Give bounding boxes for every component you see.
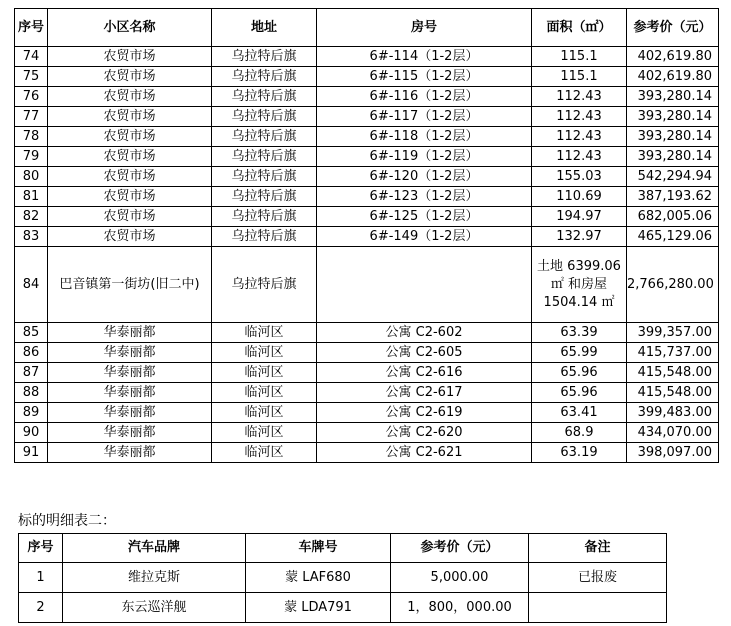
header-car-brand: 汽车品牌 bbox=[63, 534, 246, 563]
cell-price: 2,766,280.00 bbox=[627, 247, 719, 323]
cell-price: 465,129.06 bbox=[627, 227, 719, 247]
cell-seq: 87 bbox=[15, 363, 48, 383]
cell-community: 农贸市场 bbox=[48, 207, 212, 227]
cell-remark bbox=[529, 593, 667, 623]
cell-seq: 76 bbox=[15, 87, 48, 107]
cell-seq: 91 bbox=[15, 443, 48, 463]
cell-plate: 蒙 LDA791 bbox=[246, 593, 391, 623]
header-community: 小区名称 bbox=[48, 9, 212, 47]
cell-area: 112.43 bbox=[532, 87, 627, 107]
cell-community: 农贸市场 bbox=[48, 167, 212, 187]
cell-address: 临河区 bbox=[212, 443, 317, 463]
table-row bbox=[15, 423, 719, 443]
table-header-row bbox=[19, 534, 667, 563]
cell-community: 华泰丽都 bbox=[48, 363, 212, 383]
cell-address: 乌拉特后旗 bbox=[212, 207, 317, 227]
cell-seq: 78 bbox=[15, 127, 48, 147]
cell-area: 110.69 bbox=[532, 187, 627, 207]
cell-price: 399,357.00 bbox=[627, 323, 719, 343]
cell-address: 乌拉特后旗 bbox=[212, 227, 317, 247]
cell-area: 65.99 bbox=[532, 343, 627, 363]
table-row bbox=[15, 207, 719, 227]
cell-room: 公寓 C2-621 bbox=[317, 443, 532, 463]
cell-area: 土地 6399.06 ㎡ 和房屋 1504.14 ㎡ bbox=[532, 247, 627, 323]
table-row bbox=[15, 363, 719, 383]
cell-area: 65.96 bbox=[532, 383, 627, 403]
cell-address: 临河区 bbox=[212, 403, 317, 423]
cell-address: 乌拉特后旗 bbox=[212, 67, 317, 87]
cell-community: 农贸市场 bbox=[48, 187, 212, 207]
cell-price: 415,548.00 bbox=[627, 383, 719, 403]
cell-address: 乌拉特后旗 bbox=[212, 247, 317, 323]
cell-area: 132.97 bbox=[532, 227, 627, 247]
header-seq: 序号 bbox=[15, 9, 48, 47]
table-row bbox=[15, 187, 719, 207]
cell-area: 112.43 bbox=[532, 127, 627, 147]
table-row bbox=[15, 343, 719, 363]
header-area: 面积（㎡） bbox=[532, 9, 627, 47]
cell-area: 112.43 bbox=[532, 147, 627, 167]
vehicle-table bbox=[18, 533, 667, 623]
cell-seq: 80 bbox=[15, 167, 48, 187]
header-remark: 备注 bbox=[529, 534, 667, 563]
table-row bbox=[15, 443, 719, 463]
cell-price: 682,005.06 bbox=[627, 207, 719, 227]
cell-address: 乌拉特后旗 bbox=[212, 127, 317, 147]
cell-seq: 2 bbox=[19, 593, 63, 623]
cell-price: 434,070.00 bbox=[627, 423, 719, 443]
cell-room: 公寓 C2-619 bbox=[317, 403, 532, 423]
cell-seq: 74 bbox=[15, 47, 48, 67]
cell-address: 临河区 bbox=[212, 343, 317, 363]
cell-room: 6#-123（1-2层） bbox=[317, 187, 532, 207]
table-row bbox=[15, 167, 719, 187]
cell-price: 542,294.94 bbox=[627, 167, 719, 187]
cell-address: 临河区 bbox=[212, 423, 317, 443]
cell-room: 6#-149（1-2层） bbox=[317, 227, 532, 247]
cell-price: 402,619.80 bbox=[627, 67, 719, 87]
table-row bbox=[15, 227, 719, 247]
cell-room: 公寓 C2-616 bbox=[317, 363, 532, 383]
table-row bbox=[15, 67, 719, 87]
cell-room: 6#-117（1-2层） bbox=[317, 107, 532, 127]
cell-seq: 79 bbox=[15, 147, 48, 167]
table-caption: 标的明细表二： bbox=[18, 513, 116, 529]
table-row bbox=[19, 563, 667, 593]
cell-room: 6#-116（1-2层） bbox=[317, 87, 532, 107]
cell-seq: 85 bbox=[15, 323, 48, 343]
cell-area: 115.1 bbox=[532, 47, 627, 67]
cell-area: 112.43 bbox=[532, 107, 627, 127]
header-address: 地址 bbox=[212, 9, 317, 47]
cell-community: 农贸市场 bbox=[48, 127, 212, 147]
table-header-row bbox=[15, 9, 719, 47]
cell-price: 415,737.00 bbox=[627, 343, 719, 363]
cell-area: 65.96 bbox=[532, 363, 627, 383]
cell-area: 155.03 bbox=[532, 167, 627, 187]
cell-area: 63.41 bbox=[532, 403, 627, 423]
cell-price: 398,097.00 bbox=[627, 443, 719, 463]
cell-price: 393,280.14 bbox=[627, 87, 719, 107]
cell-room: 公寓 C2-620 bbox=[317, 423, 532, 443]
cell-community: 农贸市场 bbox=[48, 147, 212, 167]
cell-address: 临河区 bbox=[212, 383, 317, 403]
cell-room: 6#-125（1-2层） bbox=[317, 207, 532, 227]
cell-community: 华泰丽都 bbox=[48, 443, 212, 463]
cell-price: 402,619.80 bbox=[627, 47, 719, 67]
cell-seq: 84 bbox=[15, 247, 48, 323]
cell-seq: 90 bbox=[15, 423, 48, 443]
cell-seq: 89 bbox=[15, 403, 48, 423]
cell-community: 华泰丽都 bbox=[48, 423, 212, 443]
cell-address: 乌拉特后旗 bbox=[212, 147, 317, 167]
cell-price: 393,280.14 bbox=[627, 147, 719, 167]
table-row bbox=[15, 323, 719, 343]
cell-room bbox=[317, 247, 532, 323]
cell-room: 6#-114（1-2层） bbox=[317, 47, 532, 67]
cell-community: 农贸市场 bbox=[48, 107, 212, 127]
cell-address: 乌拉特后旗 bbox=[212, 167, 317, 187]
cell-community: 农贸市场 bbox=[48, 87, 212, 107]
cell-seq: 1 bbox=[19, 563, 63, 593]
cell-community: 农贸市场 bbox=[48, 227, 212, 247]
cell-price: 399,483.00 bbox=[627, 403, 719, 423]
cell-community: 农贸市场 bbox=[48, 47, 212, 67]
cell-price: 393,280.14 bbox=[627, 107, 719, 127]
cell-address: 乌拉特后旗 bbox=[212, 187, 317, 207]
cell-seq: 82 bbox=[15, 207, 48, 227]
cell-area: 63.39 bbox=[532, 323, 627, 343]
table-row bbox=[19, 593, 667, 623]
cell-community: 华泰丽都 bbox=[48, 343, 212, 363]
cell-car-brand: 东云巡洋舰 bbox=[63, 593, 246, 623]
header-room: 房号 bbox=[317, 9, 532, 47]
cell-community: 华泰丽都 bbox=[48, 323, 212, 343]
cell-seq: 88 bbox=[15, 383, 48, 403]
cell-address: 乌拉特后旗 bbox=[212, 107, 317, 127]
header-price: 参考价（元） bbox=[627, 9, 719, 47]
cell-room: 6#-120（1-2层） bbox=[317, 167, 532, 187]
cell-area: 194.97 bbox=[532, 207, 627, 227]
cell-community: 巴音镇第一街坊(旧二中) bbox=[48, 247, 212, 323]
cell-plate: 蒙 LAF680 bbox=[246, 563, 391, 593]
header-price: 参考价（元） bbox=[391, 534, 529, 563]
cell-seq: 75 bbox=[15, 67, 48, 87]
cell-room: 公寓 C2-605 bbox=[317, 343, 532, 363]
cell-seq: 81 bbox=[15, 187, 48, 207]
cell-community: 华泰丽都 bbox=[48, 383, 212, 403]
property-table bbox=[14, 8, 719, 463]
table-row bbox=[15, 247, 719, 323]
cell-room: 公寓 C2-602 bbox=[317, 323, 532, 343]
cell-address: 临河区 bbox=[212, 363, 317, 383]
cell-price: 1，800，000.00 bbox=[391, 593, 529, 623]
cell-seq: 86 bbox=[15, 343, 48, 363]
cell-area: 63.19 bbox=[532, 443, 627, 463]
cell-address: 乌拉特后旗 bbox=[212, 47, 317, 67]
cell-room: 6#-119（1-2层） bbox=[317, 147, 532, 167]
header-seq: 序号 bbox=[19, 534, 63, 563]
cell-price: 393,280.14 bbox=[627, 127, 719, 147]
header-plate: 车牌号 bbox=[246, 534, 391, 563]
cell-room: 6#-118（1-2层） bbox=[317, 127, 532, 147]
table-row bbox=[15, 47, 719, 67]
cell-price: 5,000.00 bbox=[391, 563, 529, 593]
cell-price: 415,548.00 bbox=[627, 363, 719, 383]
cell-price: 387,193.62 bbox=[627, 187, 719, 207]
table-row bbox=[15, 403, 719, 423]
cell-community: 华泰丽都 bbox=[48, 403, 212, 423]
cell-seq: 83 bbox=[15, 227, 48, 247]
table-row bbox=[15, 127, 719, 147]
cell-remark: 已报废 bbox=[529, 563, 667, 593]
cell-address: 临河区 bbox=[212, 323, 317, 343]
cell-room: 6#-115（1-2层） bbox=[317, 67, 532, 87]
cell-community: 农贸市场 bbox=[48, 67, 212, 87]
table-row bbox=[15, 107, 719, 127]
cell-car-brand: 维拉克斯 bbox=[63, 563, 246, 593]
table-row bbox=[15, 87, 719, 107]
table-row bbox=[15, 383, 719, 403]
cell-room: 公寓 C2-617 bbox=[317, 383, 532, 403]
cell-area: 68.9 bbox=[532, 423, 627, 443]
cell-seq: 77 bbox=[15, 107, 48, 127]
cell-address: 乌拉特后旗 bbox=[212, 87, 317, 107]
cell-area: 115.1 bbox=[532, 67, 627, 87]
table-row bbox=[15, 147, 719, 167]
